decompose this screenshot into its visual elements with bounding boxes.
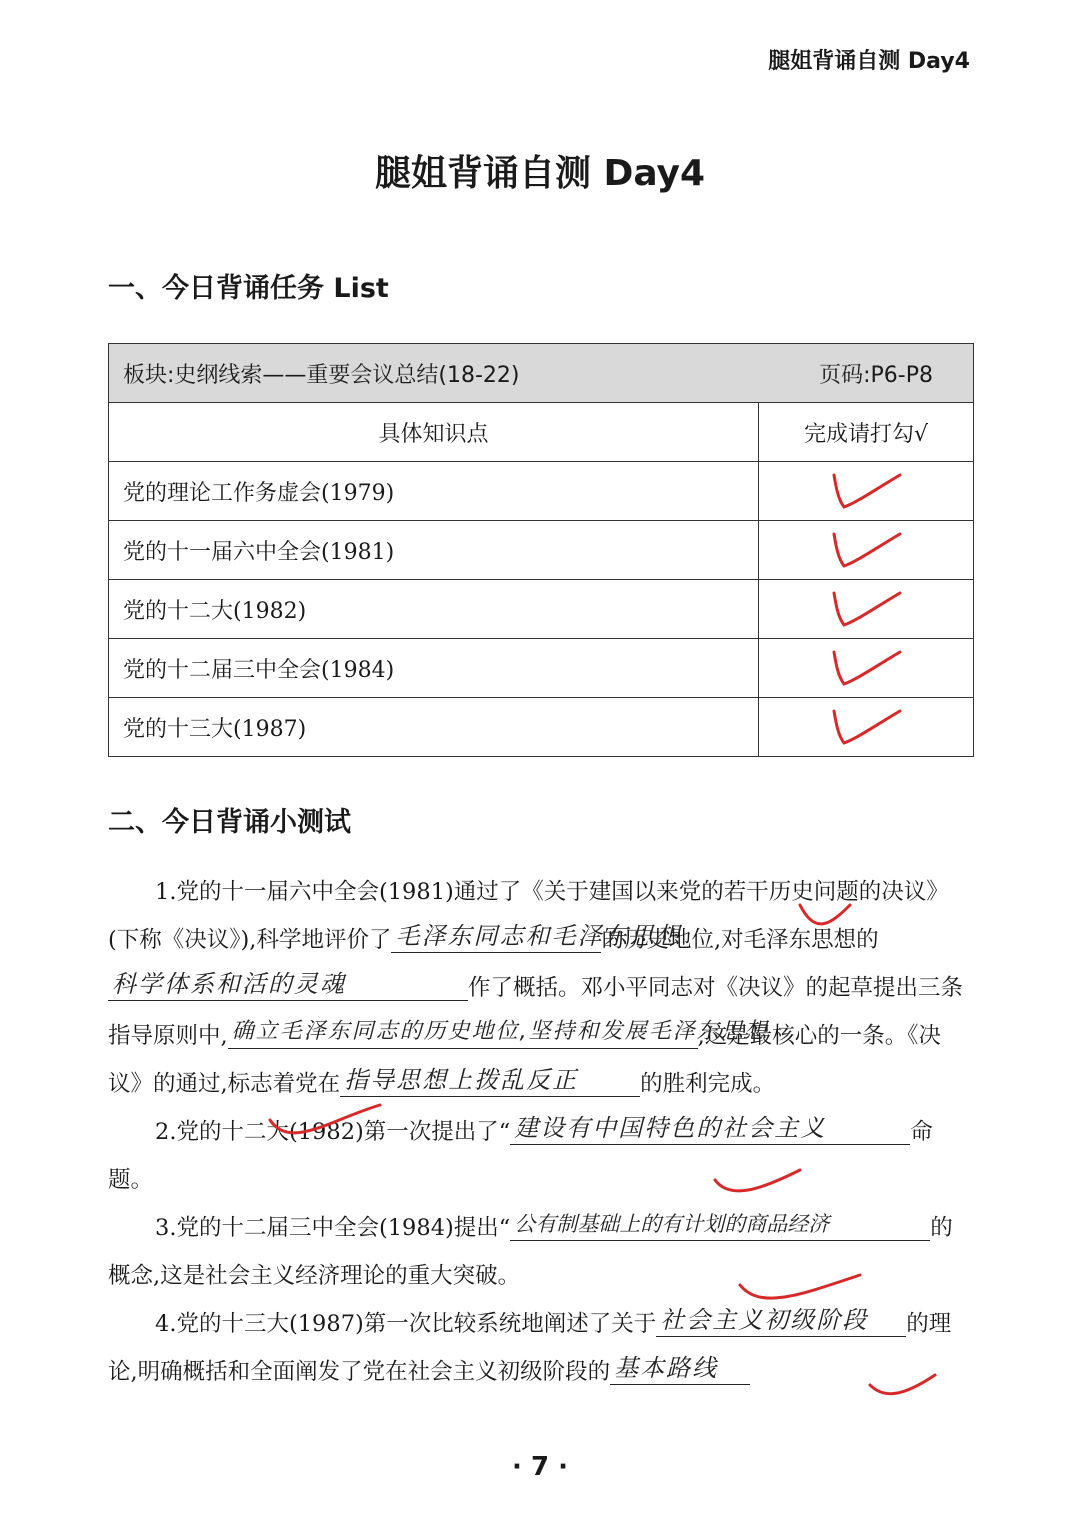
table-row <box>109 462 974 521</box>
handwritten-answer: 确立毛泽东同志的历史地位,坚持和发展毛泽东思想 <box>231 1019 769 1044</box>
table-row <box>109 521 974 580</box>
answer-blank[interactable] <box>108 970 468 1001</box>
column-header-check: 完成请打勾√ <box>759 403 974 462</box>
answer-blank[interactable] <box>510 1210 930 1241</box>
handwritten-answer: 指导思想上拨乱反正 <box>344 1066 579 1094</box>
question-text: 的概念,这是社会主义经济理论的重大突破。 <box>108 1215 953 1289</box>
answer-blank[interactable] <box>510 1114 910 1145</box>
column-header-knowledge: 具体知识点 <box>109 403 759 462</box>
checkmark-icon <box>826 528 906 572</box>
checkmark-icon <box>826 646 906 690</box>
table-row <box>109 698 974 757</box>
answer-blank[interactable] <box>610 1354 750 1385</box>
checkmark-icon <box>826 469 906 513</box>
table-row <box>109 580 974 639</box>
page-range-label: 页码:P6-P8 <box>819 362 933 388</box>
page-number: · 7 · <box>512 1452 568 1482</box>
table-header-row <box>109 403 974 462</box>
answer-blank[interactable] <box>656 1306 906 1337</box>
table-row <box>109 639 974 698</box>
question-text: 命题。 <box>108 1119 933 1193</box>
answer-blank[interactable] <box>391 922 682 953</box>
answer-blank[interactable] <box>340 1066 640 1097</box>
checkmark-icon <box>826 587 906 631</box>
check-cell[interactable] <box>759 580 974 639</box>
question-text: 3.党的十二届三中全会(1984)提出“ <box>155 1215 511 1241</box>
block-label: 板块:史纲线索——重要会议总结(18-22) <box>123 362 520 388</box>
section-heading-quiz: 二、今日背诵小测试 <box>108 807 351 838</box>
question-text: 的理论,明确概括和全面阐发了党在社会主义初级阶段的 <box>108 1311 952 1385</box>
question-text: ,这是最核心的一条。《决议》的通过,标志着党在 <box>108 1023 942 1097</box>
question-text: 2.党的十二大(1982)第一次提出了“ <box>155 1119 511 1145</box>
table-block-cell <box>109 344 974 403</box>
knowledge-item: 党的理论工作务虚会(1979) <box>109 462 759 521</box>
knowledge-item: 党的十三大(1987) <box>109 698 759 757</box>
question-3 <box>108 1204 974 1300</box>
handwritten-answer: 基本路线 <box>614 1354 719 1382</box>
check-cell[interactable] <box>759 521 974 580</box>
knowledge-item: 党的十二届三中全会(1984) <box>109 639 759 698</box>
handwritten-answer: 毛泽东同志和毛泽东思想 <box>395 922 682 950</box>
question-text: 的胜利完成。 <box>640 1071 776 1097</box>
checkmark-icon <box>826 705 906 749</box>
section-heading-tasks: 一、今日背诵任务 List <box>108 273 389 304</box>
answer-blank[interactable] <box>228 1018 769 1049</box>
handwritten-answer: 科学体系和活的灵魂 <box>112 970 346 998</box>
handwritten-answer: 公有制基础上的有计划的商品经济 <box>514 1212 830 1236</box>
table-block-row <box>109 344 974 403</box>
handwritten-answer: 社会主义初级阶段 <box>660 1306 869 1334</box>
check-cell[interactable] <box>759 639 974 698</box>
question-2 <box>108 1108 974 1204</box>
question-text: 1.党的十一届六中全会(1981)通过了《关于建国以来党的若干历史问题的决议》(下称《决议》),科学地评价了 <box>108 879 949 953</box>
task-table <box>108 343 974 757</box>
check-cell[interactable] <box>759 698 974 757</box>
check-cell[interactable] <box>759 462 974 521</box>
running-header: 腿姐背诵自测 Day4 <box>768 49 970 74</box>
quiz-body <box>108 868 974 1396</box>
question-text: 作了概括。邓小平同志对《决议》的起草提出三条指导原则中, <box>108 975 964 1049</box>
question-4 <box>108 1300 974 1396</box>
handwritten-answer: 建设有中国特色的社会主义 <box>514 1114 827 1142</box>
knowledge-item: 党的十一届六中全会(1981) <box>109 521 759 580</box>
question-text: 4.党的十三大(1987)第一次比较系统地阐述了关于 <box>155 1311 657 1337</box>
question-text: 的历史地位,对毛泽东思想的 <box>601 927 879 953</box>
question-1 <box>108 868 974 1108</box>
knowledge-item: 党的十二大(1982) <box>109 580 759 639</box>
page-title: 腿姐背诵自测 Day4 <box>374 153 706 194</box>
